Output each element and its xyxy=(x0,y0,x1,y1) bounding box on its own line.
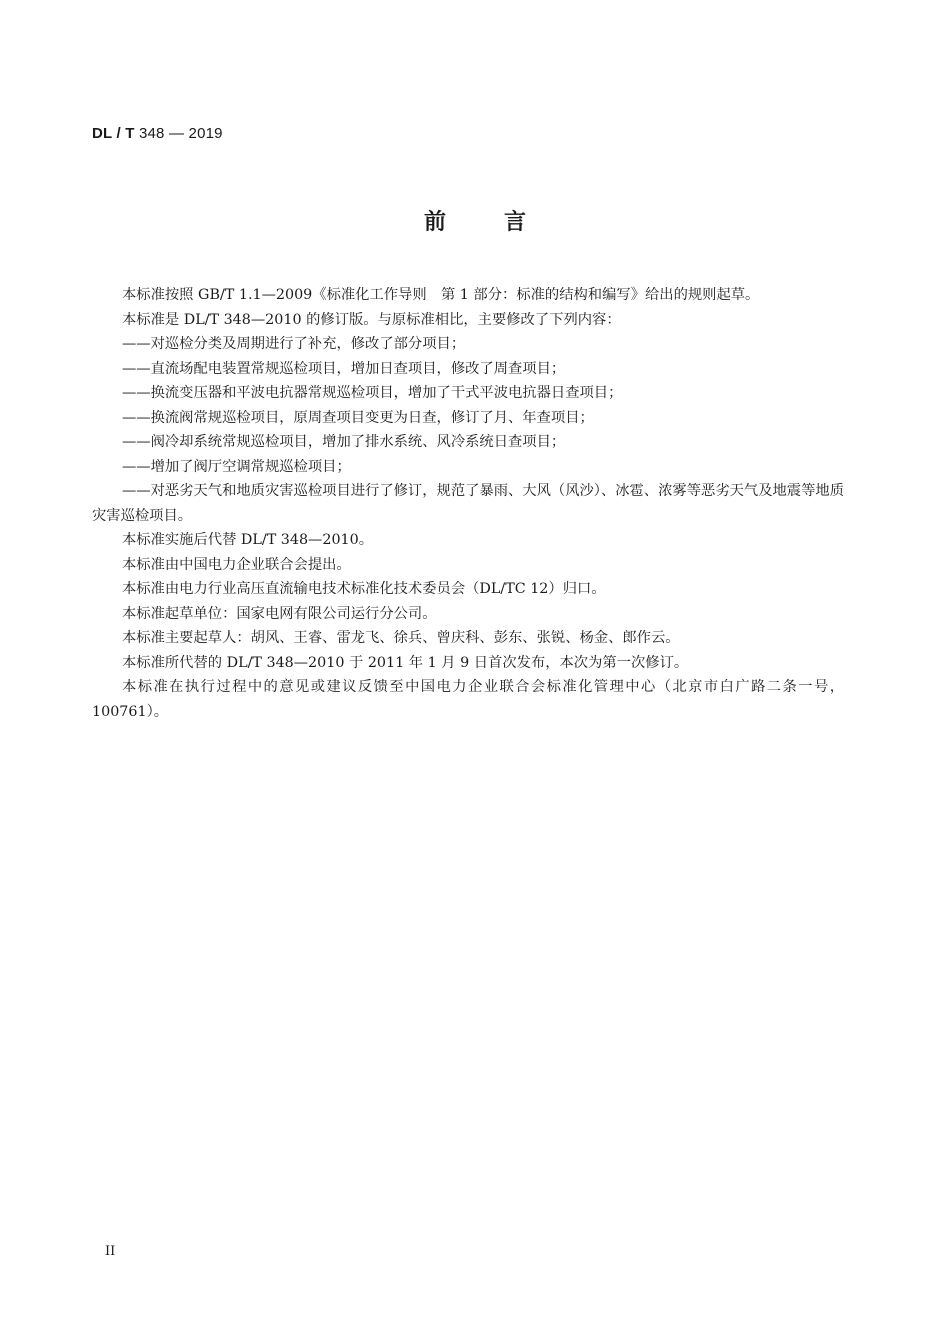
intro-paragraph-revision: 本标准是 DL/T 348—2010 的修订版。与原标准相比，主要修改了下列内容： xyxy=(122,311,621,328)
change-item: ——对恶劣天气和地质灾害巡检项目进行了修订，规范了暴雨、大风（风沙）、冰雹、浓雾等恶劣天气及地震等地质灾害巡检项目。 xyxy=(92,483,844,524)
change-item: ——阀冷却系统常规巡检项目，增加了排水系统、风冷系统日查项目； xyxy=(122,434,566,450)
change-item: ——增加了阀厅空调常规巡检项目； xyxy=(122,458,351,475)
standard-code-header xyxy=(92,125,223,142)
history-note: 本标准所代替的 DL/T 348—2010 于 2011 年 1 月 9 日首次发布，本次为第一次修订。 xyxy=(122,654,689,671)
feedback-note: 本标准在执行过程中的意见或建议反馈至中国电力企业联合会标准化管理中心（北京市白广路二条一号，100761）。 xyxy=(92,679,844,720)
drafting-unit-note: 本标准起草单位：国家电网有限公司运行分公司。 xyxy=(122,605,437,622)
replaces-note: 本标准实施后代替 DL/T 348—2010。 xyxy=(122,532,374,548)
managed-by-note: 本标准由电力行业高压直流输电技术标准化技术委员会（DL/TC 12）归口。 xyxy=(122,581,606,597)
proposed-by-note: 本标准由中国电力企业联合会提出。 xyxy=(122,556,351,573)
standard-code-prefix: DL / T xyxy=(92,125,135,142)
page-title: 前言 xyxy=(423,210,584,235)
change-item: ——换流变压器和平波电抗器常规巡检项目，增加了干式平波电抗器日查项目； xyxy=(122,385,623,401)
standard-code-number: 348 — 2019 xyxy=(138,125,223,142)
drafters-note: 本标准主要起草人：胡风、王睿、雷龙飞、徐兵、曾庆科、彭东、张锐、杨金、郎作云。 xyxy=(122,630,680,646)
intro-paragraph-drafting-rules: 本标准按照 GB/T 1.1—2009《标准化工作导则 第 1 部分：标准的结构和编写》给出的规则起草。 xyxy=(122,287,760,303)
change-item: ——换流阀常规巡检项目，原周查项目变更为日查，修订了月、年查项目； xyxy=(122,409,594,426)
change-item: ——直流场配电装置常规巡检项目，增加日查项目，修改了周查项目； xyxy=(122,360,566,377)
change-item: ——对巡检分类及周期进行了补充，修改了部分项目； xyxy=(122,336,466,352)
foreword-body xyxy=(92,283,844,724)
page-number: II xyxy=(105,1244,116,1259)
changes-list xyxy=(92,332,844,528)
